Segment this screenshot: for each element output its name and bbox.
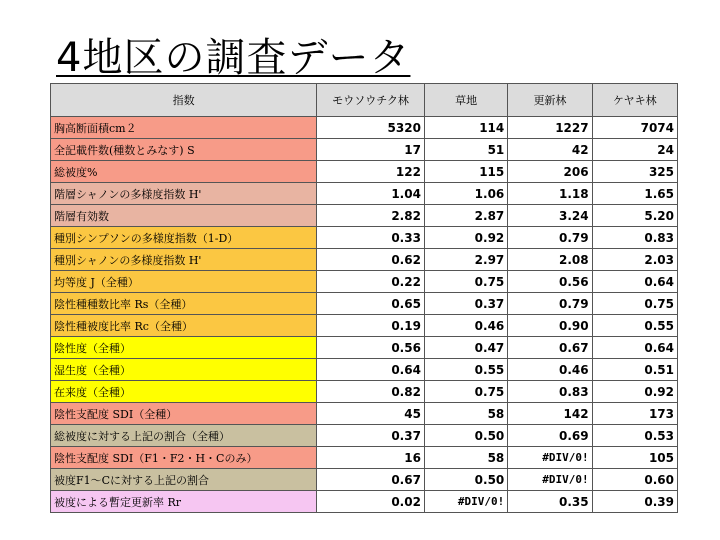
table-cell: 0.79 xyxy=(508,293,592,315)
table-cell: 0.67 xyxy=(317,469,425,491)
table-cell: 0.56 xyxy=(317,337,425,359)
row-label: 種別シンプソンの多様度指数（1-D） xyxy=(51,227,317,249)
table-cell: 0.55 xyxy=(592,315,677,337)
table-cell: #DIV/0! xyxy=(508,469,592,491)
table-row xyxy=(51,249,678,271)
table-cell: 0.33 xyxy=(317,227,425,249)
table-cell: 2.87 xyxy=(424,205,507,227)
row-label: 在来度（全種） xyxy=(51,381,317,403)
table-row xyxy=(51,425,678,447)
table-cell: 173 xyxy=(592,403,677,425)
table-cell: 58 xyxy=(424,447,507,469)
table-cell: 0.75 xyxy=(424,271,507,293)
table-row xyxy=(51,227,678,249)
table-cell: 0.46 xyxy=(424,315,507,337)
table-cell: 142 xyxy=(508,403,592,425)
table-cell: 5.20 xyxy=(592,205,677,227)
table-cell: 0.53 xyxy=(592,425,677,447)
row-label: 被度F1～Cに対する上記の割合 xyxy=(51,469,317,491)
table-cell: 58 xyxy=(424,403,507,425)
table-cell: 5320 xyxy=(317,117,425,139)
table-cell: 16 xyxy=(317,447,425,469)
table-cell: 1.18 xyxy=(508,183,592,205)
header-zelkova-forest: ケヤキ林 xyxy=(592,84,677,117)
table-cell: 0.55 xyxy=(424,359,507,381)
table-cell: 7074 xyxy=(592,117,677,139)
table-cell: 325 xyxy=(592,161,677,183)
table-cell: 0.75 xyxy=(592,293,677,315)
table-row xyxy=(51,293,678,315)
row-label: 湿生度（全種） xyxy=(51,359,317,381)
table-cell: 2.82 xyxy=(317,205,425,227)
table-cell: 0.64 xyxy=(592,337,677,359)
table-cell: 0.35 xyxy=(508,491,592,513)
table-row xyxy=(51,381,678,403)
row-label: 陰性度（全種） xyxy=(51,337,317,359)
table-cell: 2.97 xyxy=(424,249,507,271)
table-cell: 1.65 xyxy=(592,183,677,205)
table-cell: 122 xyxy=(317,161,425,183)
table-cell: 0.60 xyxy=(592,469,677,491)
table-cell: #DIV/0! xyxy=(508,447,592,469)
table-cell: 0.90 xyxy=(508,315,592,337)
table-cell: 0.82 xyxy=(317,381,425,403)
table-cell: 0.75 xyxy=(424,381,507,403)
row-label: 階層有効数 xyxy=(51,205,317,227)
table-cell: 0.19 xyxy=(317,315,425,337)
table-cell: 45 xyxy=(317,403,425,425)
table-body xyxy=(51,117,678,513)
table-cell: 0.69 xyxy=(508,425,592,447)
table-cell: 24 xyxy=(592,139,677,161)
table-row xyxy=(51,337,678,359)
table-row xyxy=(51,491,678,513)
table-cell: 0.67 xyxy=(508,337,592,359)
row-label: 総被度に対する上記の割合（全種） xyxy=(51,425,317,447)
header-grassland: 草地 xyxy=(424,84,507,117)
table-cell: #DIV/0! xyxy=(424,491,507,513)
table-cell: 1.06 xyxy=(424,183,507,205)
table-cell: 42 xyxy=(508,139,592,161)
table-row xyxy=(51,205,678,227)
table-row xyxy=(51,359,678,381)
table-cell: 0.39 xyxy=(592,491,677,513)
row-label: 陰性支配度 SDI（F1・F2・H・Cのみ） xyxy=(51,447,317,469)
table-row xyxy=(51,117,678,139)
table-cell: 0.83 xyxy=(508,381,592,403)
table-cell: 17 xyxy=(317,139,425,161)
table-row xyxy=(51,469,678,491)
header-regenerated-forest: 更新林 xyxy=(508,84,592,117)
table-cell: 0.50 xyxy=(424,469,507,491)
table-cell: 51 xyxy=(424,139,507,161)
table-cell: 0.65 xyxy=(317,293,425,315)
row-label: 被度による暫定更新率 Rr xyxy=(51,491,317,513)
row-label: 総被度% xyxy=(51,161,317,183)
table-row xyxy=(51,315,678,337)
row-label: 均等度 J（全種） xyxy=(51,271,317,293)
table-cell: 115 xyxy=(424,161,507,183)
row-label: 陰性種被度比率 Rc（全種） xyxy=(51,315,317,337)
table-cell: 0.02 xyxy=(317,491,425,513)
table-row xyxy=(51,183,678,205)
page-title: 4地区の調査データ xyxy=(56,35,411,81)
table-cell: 105 xyxy=(592,447,677,469)
header-index: 指数 xyxy=(51,84,317,117)
table-cell: 0.47 xyxy=(424,337,507,359)
table-cell: 0.56 xyxy=(508,271,592,293)
survey-data-table xyxy=(50,83,678,513)
table-cell: 0.64 xyxy=(592,271,677,293)
table-cell: 0.62 xyxy=(317,249,425,271)
table-cell: 0.46 xyxy=(508,359,592,381)
row-label: 種別シャノンの多様度指数 H' xyxy=(51,249,317,271)
table-cell: 1227 xyxy=(508,117,592,139)
row-label: 階層シャノンの多様度指数 H' xyxy=(51,183,317,205)
table-row xyxy=(51,403,678,425)
table-row xyxy=(51,139,678,161)
table-cell: 0.64 xyxy=(317,359,425,381)
table-cell: 0.83 xyxy=(592,227,677,249)
table-cell: 1.04 xyxy=(317,183,425,205)
table-row xyxy=(51,447,678,469)
row-label: 陰性支配度 SDI（全種） xyxy=(51,403,317,425)
table-cell: 0.50 xyxy=(424,425,507,447)
table-cell: 3.24 xyxy=(508,205,592,227)
table-row xyxy=(51,161,678,183)
table-cell: 2.08 xyxy=(508,249,592,271)
table-cell: 0.51 xyxy=(592,359,677,381)
table-cell: 0.92 xyxy=(592,381,677,403)
table-header-row xyxy=(51,84,678,117)
row-label: 陰性種種数比率 Rs（全種） xyxy=(51,293,317,315)
table-row xyxy=(51,271,678,293)
table-cell: 0.22 xyxy=(317,271,425,293)
table-cell: 0.37 xyxy=(317,425,425,447)
table-cell: 2.03 xyxy=(592,249,677,271)
table-cell: 114 xyxy=(424,117,507,139)
table-cell: 0.37 xyxy=(424,293,507,315)
table-cell: 0.79 xyxy=(508,227,592,249)
header-moso-bamboo: モウソウチク林 xyxy=(317,84,425,117)
table-cell: 0.92 xyxy=(424,227,507,249)
row-label: 全記載件数(種数とみなす) S xyxy=(51,139,317,161)
table-cell: 206 xyxy=(508,161,592,183)
row-label: 胸高断面積cm２ xyxy=(51,117,317,139)
